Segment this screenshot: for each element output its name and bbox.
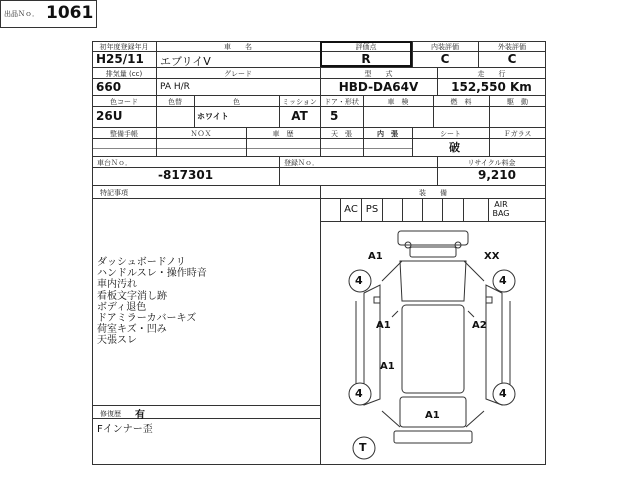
diagram-labels [320, 221, 546, 465]
label-interior2: 内 張 [377, 130, 398, 138]
remark-item: 車内汚れ [97, 279, 137, 291]
score-value: R [361, 52, 371, 66]
label-car-name: 車 名 [224, 43, 252, 51]
tire-fr-value: 4 [499, 274, 507, 287]
label-seat: シート [440, 130, 461, 138]
label-exterior: 外装評価 [498, 43, 526, 51]
mark-front-left: A1 [368, 251, 383, 262]
label-score: 評価点 [355, 43, 377, 51]
remark-item: ハンドルスレ・操作時音 [97, 268, 207, 280]
mission-value: AT [291, 109, 308, 123]
label-fuel: 燃 料 [450, 98, 472, 106]
label-first-reg: 初年度登録年月 [99, 43, 149, 51]
label-equipment: 装 備 [419, 189, 447, 197]
color-value: ホワイト [197, 112, 229, 121]
remark-item: ドアミラーカバーキズ [97, 313, 197, 325]
remark-item: 看板文字消し跡 [97, 290, 167, 302]
lot-number: 1061 [46, 3, 94, 23]
color-code-value: 26U [96, 109, 123, 123]
doors-value: 5 [330, 109, 339, 123]
lot-number-box [0, 0, 97, 28]
displacement-value: 660 [96, 80, 122, 94]
model-value: HBD-DA64V [338, 80, 419, 94]
tire-fl-value: 4 [355, 274, 363, 287]
tire-rl-value: 4 [355, 387, 363, 400]
mileage-value: 152,550 Km [451, 80, 532, 94]
equip-ps: PS [365, 204, 379, 215]
equip-airbag: AIR BAG [492, 200, 510, 218]
label-mileage: 走 行 [477, 70, 506, 78]
remark-item: ダッシュボードノリ [97, 257, 186, 268]
remark-item: ボディ退色 [97, 301, 147, 313]
first-reg-value: H25/11 [96, 52, 144, 66]
label-color-no: 色替 [168, 98, 182, 106]
grade-value: PA H/R [160, 82, 190, 92]
label-displacement: 排気量 (cc) [105, 70, 143, 78]
mark-left-side: A1 [376, 320, 391, 331]
remark-item: 天張スレ [97, 335, 137, 347]
label-chassis: 車台Ｎｏ． [97, 159, 132, 167]
remarks-list [97, 257, 207, 347]
label-sunroof: 天 張 [331, 130, 352, 138]
label-color-code: 色コード [110, 98, 138, 106]
label-model: 型 式 [364, 70, 393, 78]
equipment-grid [320, 198, 546, 221]
label-recycle: リサイクル料金 [467, 159, 516, 167]
car-name-value: エブリイV [160, 55, 211, 68]
recycle-value: 9,210 [478, 168, 516, 182]
repair-value: 有 [135, 410, 145, 421]
label-color: 色 [233, 98, 240, 106]
label-grade: グレード [224, 70, 252, 78]
remark-item: 荷室キズ・凹み [97, 324, 167, 336]
seat-value: 破 [449, 141, 460, 154]
label-notes: 特記事項 [100, 189, 128, 197]
label-doors: ドア・形状 [324, 98, 359, 106]
label-interior: 内装評価 [431, 43, 459, 51]
label-manual: 整備手帳 [110, 130, 138, 138]
label-inspection: 車 検 [387, 98, 409, 106]
label-reg: 登録Ｎｏ． [284, 159, 319, 167]
spare-tire-value: T [359, 441, 367, 454]
tire-rr-value: 4 [499, 387, 507, 400]
label-nox: ＮＯＸ [190, 130, 212, 138]
mark-right-side: A2 [472, 320, 487, 331]
chassis-value: -817301 [158, 168, 214, 182]
label-fglass: Ｆガラス [503, 130, 532, 138]
label-drive: 駆 動 [507, 98, 528, 106]
label-mission: ミッション [282, 98, 317, 106]
lot-label: 出品Ｎｏ． [4, 10, 39, 18]
mark-roof: A1 [380, 361, 395, 372]
equip-ac: AC [344, 204, 358, 215]
mark-rear: A1 [425, 410, 440, 421]
interior-value: C [440, 52, 450, 66]
mark-front-right: XX [484, 251, 500, 262]
exterior-value: C [507, 52, 517, 66]
label-history: 車 歴 [272, 130, 294, 138]
label-repair: 修復歴 [100, 410, 121, 418]
repair-note: Fインナー歪 [97, 424, 153, 435]
